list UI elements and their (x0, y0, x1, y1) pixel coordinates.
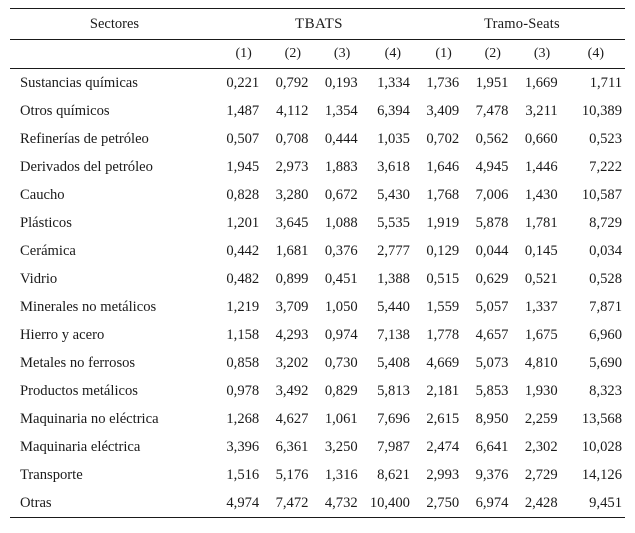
data-cell: 0,672 (324, 186, 358, 203)
data-cell: 5,057 (475, 298, 509, 315)
data-cell: 1,354 (324, 102, 358, 119)
data-cell: 2,750 (426, 494, 460, 511)
data-cell: 0,629 (475, 270, 509, 287)
data-cell: 3,396 (226, 438, 260, 455)
data-cell: 2,259 (524, 410, 558, 427)
data-cell: 1,388 (377, 270, 410, 287)
data-cell: 10,028 (581, 438, 622, 455)
statistics-table-container (10, 8, 625, 518)
data-cell: 0,562 (475, 130, 509, 147)
table-row (10, 405, 625, 433)
sector-label: Otros químicos (20, 102, 110, 119)
data-cell: 5,176 (275, 466, 309, 483)
data-cell: 1,516 (226, 466, 260, 483)
data-cell: 3,202 (275, 354, 309, 371)
data-cell: 2,777 (377, 242, 410, 259)
data-cell: 1,669 (517, 69, 566, 98)
sector-label: Minerales no metálicos (20, 298, 157, 315)
table-row (10, 377, 625, 405)
header-group-row (10, 9, 625, 40)
table-row (10, 349, 625, 377)
data-cell: 2,973 (275, 158, 309, 175)
data-cell: 2,302 (524, 438, 558, 455)
table-row (10, 237, 625, 265)
column-header-tbats-4: (4) (367, 40, 419, 69)
data-cell: 4,732 (324, 494, 358, 511)
data-cell: 5,440 (377, 298, 410, 315)
data-cell: 1,088 (324, 214, 358, 231)
data-cell: 9,376 (475, 466, 509, 483)
data-cell: 4,112 (276, 102, 309, 119)
data-cell: 4,627 (275, 410, 309, 427)
data-cell: 1,781 (524, 214, 558, 231)
data-cell: 8,621 (377, 466, 410, 483)
data-cell: 5,813 (377, 382, 410, 399)
data-cell: 0,034 (589, 242, 622, 259)
data-cell: 7,006 (475, 186, 509, 203)
data-cell: 4,945 (475, 158, 509, 175)
data-cell: 1,035 (377, 130, 410, 147)
data-cell: 1,337 (524, 298, 558, 315)
data-cell: 0,974 (324, 326, 358, 343)
data-cell: 0,708 (275, 130, 309, 147)
data-cell: 0,702 (426, 130, 460, 147)
bottom-rule-cell (367, 518, 419, 519)
data-cell: 7,478 (475, 102, 509, 119)
data-cell: 3,645 (275, 214, 309, 231)
data-cell: 1,219 (226, 298, 260, 315)
table-row (10, 181, 625, 209)
data-cell: 2,615 (426, 410, 460, 427)
data-cell: 8,729 (589, 214, 622, 231)
sector-label: Maquinaria eléctrica (20, 438, 141, 455)
sector-label: Derivados del petróleo (20, 158, 153, 175)
table-row (10, 97, 625, 125)
sector-label: Refinerías de petróleo (20, 130, 149, 147)
data-cell: 0,521 (524, 270, 558, 287)
data-cell: 0,899 (275, 270, 309, 287)
table-header (10, 9, 625, 69)
data-cell: 6,974 (475, 494, 509, 511)
bottom-rule (10, 518, 625, 519)
data-cell: 1,646 (426, 158, 460, 175)
table-row (10, 461, 625, 489)
bottom-rule-cell (219, 518, 268, 519)
data-cell: 7,987 (377, 438, 410, 455)
column-header-tramoseats-2: (2) (468, 40, 517, 69)
sector-label: Cerámica (20, 242, 76, 259)
data-cell: 7,138 (377, 326, 410, 343)
data-cell: 1,559 (426, 298, 460, 315)
data-cell: 6,394 (377, 102, 410, 119)
bottom-rule-cell (567, 518, 625, 519)
table-row (10, 293, 625, 321)
bottom-rule-cell (268, 518, 317, 519)
table-row (10, 125, 625, 153)
data-cell: 13,568 (581, 410, 622, 427)
data-cell: 7,222 (589, 158, 622, 175)
bottom-rule-cell (517, 518, 566, 519)
data-cell: 0,376 (324, 242, 358, 259)
table-body (10, 69, 625, 518)
data-cell: 4,293 (275, 326, 309, 343)
sector-label: Plásticos (20, 214, 72, 231)
data-cell: 1,945 (226, 158, 260, 175)
data-cell: 1,061 (324, 410, 358, 427)
bottom-rule-cell (317, 518, 366, 519)
data-cell: 1,316 (324, 466, 358, 483)
data-cell: 0,044 (475, 242, 509, 259)
table-footer (10, 518, 625, 519)
data-cell: 10,389 (581, 102, 622, 119)
data-cell: 2,181 (426, 382, 460, 399)
data-cell: 0,660 (524, 130, 558, 147)
data-cell: 6,960 (589, 326, 622, 343)
data-cell: 1,675 (524, 326, 558, 343)
data-cell: 4,657 (475, 326, 509, 343)
data-cell: 0,145 (524, 242, 558, 259)
data-cell: 1,201 (226, 214, 260, 231)
data-cell: 0,221 (219, 69, 268, 98)
data-cell: 1,334 (367, 69, 419, 98)
data-cell: 1,711 (567, 69, 625, 98)
data-cell: 1,446 (524, 158, 558, 175)
data-cell: 3,250 (324, 438, 358, 455)
header-spacer-cell (10, 40, 219, 69)
data-cell: 7,871 (589, 298, 622, 315)
data-cell: 1,951 (468, 69, 517, 98)
data-cell: 1,883 (324, 158, 358, 175)
data-cell: 2,428 (524, 494, 558, 511)
data-cell: 3,280 (275, 186, 309, 203)
data-cell: 5,853 (475, 382, 509, 399)
data-cell: 5,878 (475, 214, 509, 231)
bottom-rule-cell (419, 518, 468, 519)
data-cell: 0,482 (226, 270, 260, 287)
table-row (10, 265, 625, 293)
table-row (10, 69, 625, 98)
sector-label: Metales no ferrosos (20, 354, 136, 371)
data-cell: 5,430 (377, 186, 410, 203)
data-cell: 4,810 (524, 354, 558, 371)
data-cell: 10,587 (581, 186, 622, 203)
data-cell: 0,442 (226, 242, 260, 259)
data-cell: 1,736 (419, 69, 468, 98)
column-header-tramoseats-1: (1) (419, 40, 468, 69)
sector-label: Transporte (20, 466, 83, 483)
data-cell: 1,268 (226, 410, 260, 427)
data-cell: 14,126 (581, 466, 622, 483)
data-cell: 1,919 (426, 214, 460, 231)
data-cell: 0,129 (426, 242, 460, 259)
bottom-rule-cell (468, 518, 517, 519)
data-cell: 0,515 (426, 270, 460, 287)
data-cell: 3,211 (525, 102, 558, 119)
data-cell: 0,528 (589, 270, 622, 287)
data-cell: 0,730 (324, 354, 358, 371)
data-cell: 0,792 (268, 69, 317, 98)
data-cell: 1,778 (426, 326, 460, 343)
data-cell: 8,950 (475, 410, 509, 427)
comparison-table (10, 8, 625, 518)
data-cell: 7,472 (275, 494, 309, 511)
data-cell: 2,474 (426, 438, 460, 455)
column-header-tbats-3: (3) (317, 40, 366, 69)
data-cell: 0,829 (324, 382, 358, 399)
data-cell: 1,430 (524, 186, 558, 203)
data-cell: 5,690 (589, 354, 622, 371)
table-row (10, 321, 625, 349)
data-cell: 9,451 (589, 494, 622, 511)
data-cell: 2,729 (524, 466, 558, 483)
data-cell: 1,158 (226, 326, 260, 343)
data-cell: 0,193 (317, 69, 366, 98)
data-cell: 5,535 (377, 214, 410, 231)
data-cell: 0,978 (226, 382, 260, 399)
data-cell: 1,681 (275, 242, 309, 259)
data-cell: 1,768 (426, 186, 460, 203)
column-header-tbats-1: (1) (219, 40, 268, 69)
data-cell: 5,408 (377, 354, 410, 371)
bottom-rule-cell (10, 518, 219, 519)
data-cell: 5,073 (475, 354, 509, 371)
column-group-header-tramo-seats: Tramo-Seats (419, 9, 625, 40)
data-cell: 2,993 (426, 466, 460, 483)
data-cell: 0,507 (226, 130, 260, 147)
data-cell: 0,523 (589, 130, 622, 147)
data-cell: 3,492 (275, 382, 309, 399)
table-row (10, 489, 625, 518)
column-header-tramoseats-3: (3) (517, 40, 566, 69)
column-header-tramoseats-4: (4) (567, 40, 625, 69)
data-cell: 1,930 (524, 382, 558, 399)
data-cell: 1,487 (226, 102, 260, 119)
data-cell: 1,050 (324, 298, 358, 315)
sector-label: Hierro y acero (20, 326, 105, 343)
sector-label: Maquinaria no eléctrica (20, 410, 159, 427)
data-cell: 3,618 (377, 158, 410, 175)
table-row (10, 433, 625, 461)
data-cell: 6,361 (275, 438, 309, 455)
column-header-sectores: Sectores (10, 9, 219, 40)
column-header-tbats-2: (2) (268, 40, 317, 69)
data-cell: 3,409 (426, 102, 460, 119)
table-row (10, 209, 625, 237)
header-number-row (10, 40, 625, 69)
sector-label: Productos metálicos (20, 382, 138, 399)
sector-label: Sustancias químicas (10, 69, 219, 98)
table-row (10, 153, 625, 181)
data-cell: 0,858 (226, 354, 260, 371)
data-cell: 0,444 (324, 130, 358, 147)
data-cell: 10,400 (369, 494, 410, 511)
data-cell: 4,974 (226, 494, 260, 511)
data-cell: 6,641 (475, 438, 509, 455)
sector-label: Otras (20, 494, 52, 511)
data-cell: 7,696 (377, 410, 410, 427)
data-cell: 4,669 (426, 354, 460, 371)
data-cell: 3,709 (275, 298, 309, 315)
sector-label: Caucho (20, 186, 65, 203)
column-group-header-tbats: TBATS (219, 9, 419, 40)
data-cell: 0,451 (324, 270, 358, 287)
data-cell: 8,323 (589, 382, 622, 399)
data-cell: 0,828 (226, 186, 260, 203)
sector-label: Vidrio (20, 270, 58, 287)
